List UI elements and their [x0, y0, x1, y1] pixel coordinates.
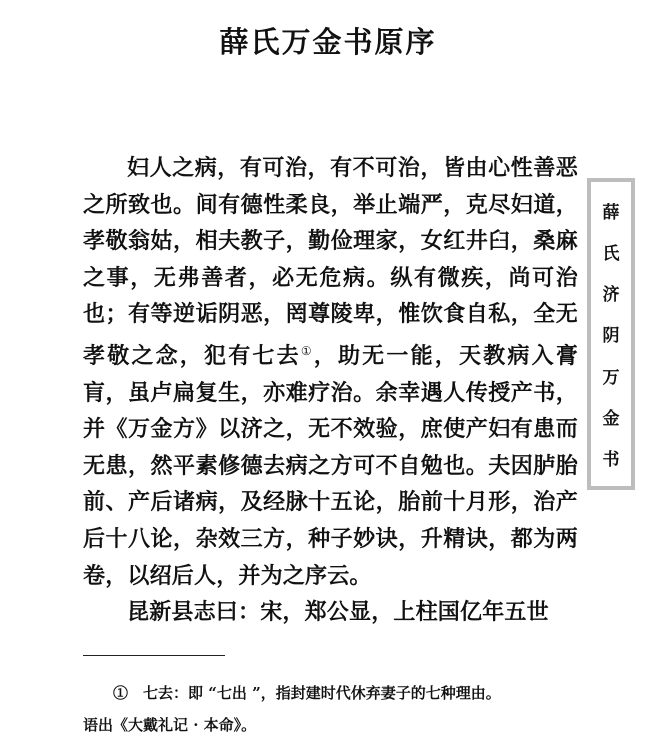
side-tab-char: 济	[602, 285, 620, 306]
paragraph-2: 昆新县志曰：宋，郑公显，上柱国亿年五世	[127, 599, 549, 626]
side-tab-char: 金	[602, 408, 620, 429]
page-title: 薛氏万金书原序	[219, 25, 437, 59]
footnote-line-1: ① 七去：即 “七出 ”，指封建时代休弃妻子的七种理由。	[113, 684, 501, 702]
body-text	[83, 150, 578, 631]
side-tab-char: 万	[602, 367, 620, 388]
paragraph-1-text-a: 妇人之病，有可治，有不可治，皆由心性善恶之所致也。间有德性柔良，举止端严，克尽妇道，孝敬翁姑，相夫教子，勤俭理家，女红井臼，桑麻之事，无弗善者，必无危病。纵有微疾，尚可治也；有等逆诟阴恶，罔尊陵卑，惟饮食自私，全无孝敬之念，犯有七去	[83, 155, 578, 369]
side-tab-char: 书	[602, 449, 620, 470]
side-tab-char: 薛	[602, 203, 620, 224]
footnote-marker[interactable]: ①	[300, 343, 314, 358]
side-tab-char: 阴	[602, 326, 620, 347]
footnote	[83, 677, 583, 741]
side-tab-book-title	[587, 178, 635, 490]
footnote-line-2: 语出《大戴礼记 · 本命》。	[83, 716, 257, 734]
side-tab-char: 氏	[602, 244, 620, 265]
footnote-divider	[83, 655, 225, 656]
paragraph-1	[83, 150, 578, 594]
paragraph-1-text-b: ，助无一能，天教病入膏肓，虽卢扁复生，亦难疗治。余幸遇人传授产书，并《万金方》以济之，无不效验，庶使产妇有患而无患，然平素修德去病之方可不自勉也。夫因胪胎前、产后诸病，及经脉十五论，胎前十月形，治产后十八论，杂效三方，种子妙诀，升精诀，都为两卷，以绍后人，并为之序云。	[83, 342, 578, 589]
